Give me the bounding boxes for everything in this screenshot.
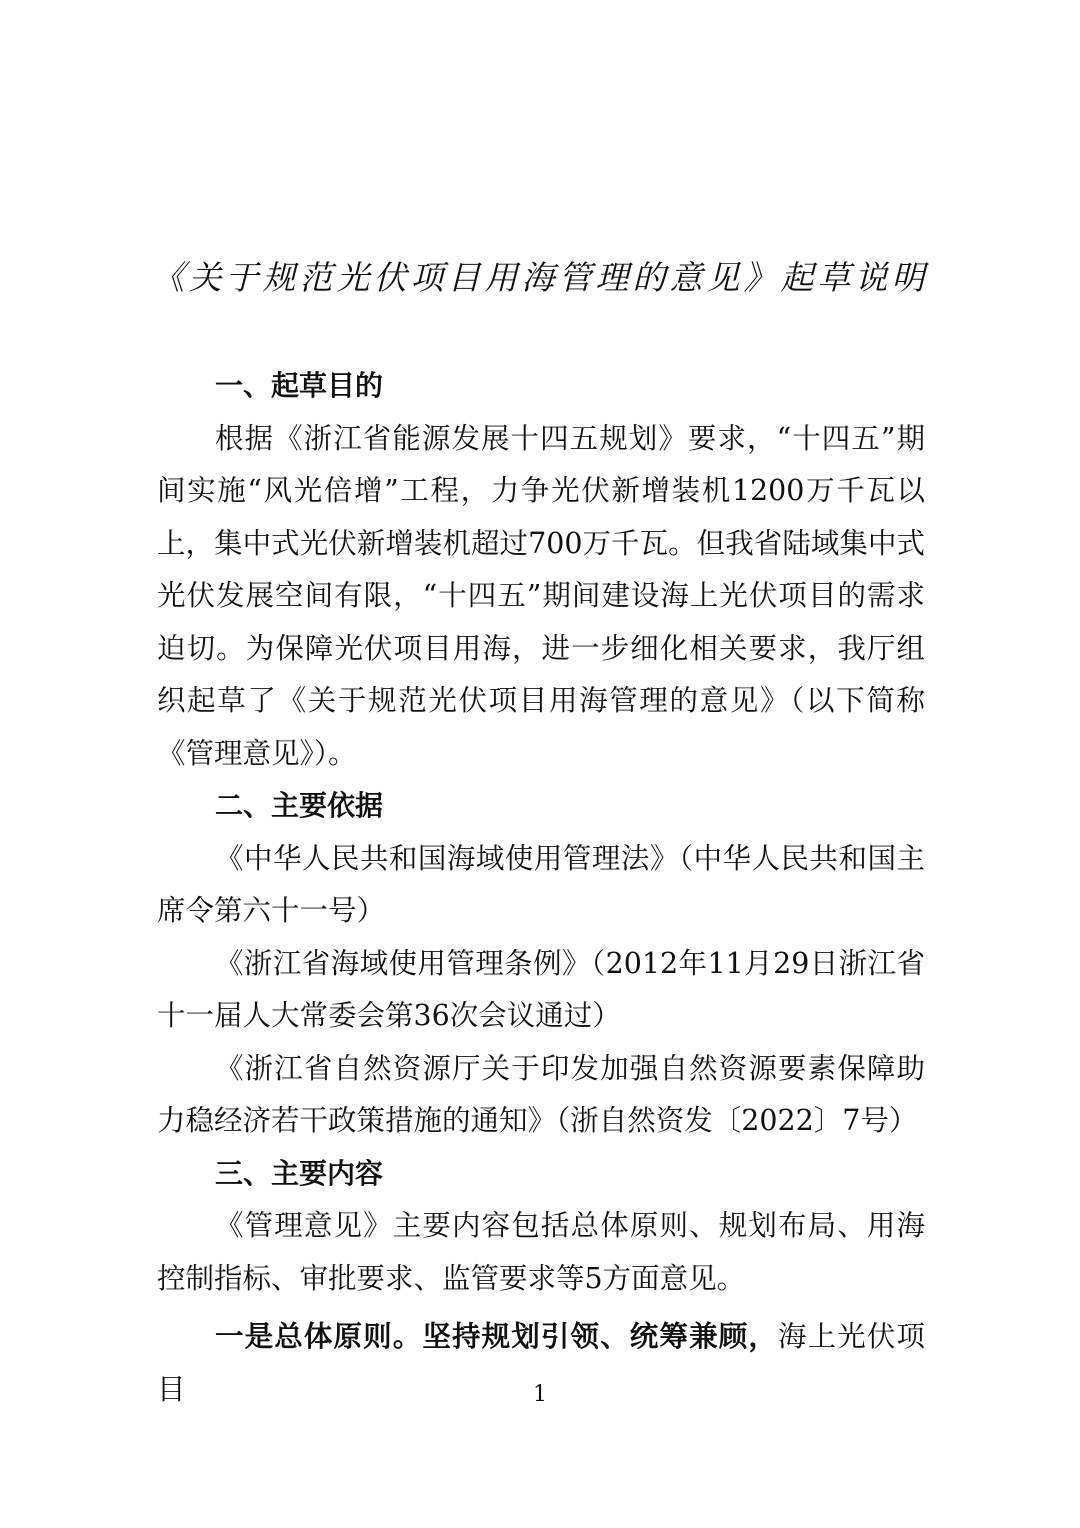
- document-body: [157, 360, 925, 1416]
- principle-text: 海上光伏项目: [157, 1320, 925, 1406]
- page-number: 1: [533, 1382, 547, 1407]
- paragraph-content-summary: 《管理意见》主要内容包括总体原则、规划布局、用海控制指标、审批要求、监管要求等5方面意见。: [157, 1209, 925, 1295]
- document-title: 《关于规范光伏项目用海管理的意见》起草说明: [151, 258, 929, 297]
- principle-lead: 一是总体原则。坚持规划引领、统筹兼顾，: [215, 1320, 778, 1353]
- section-heading-purpose: 一、起草目的: [215, 369, 384, 402]
- paragraph-purpose: 根据《浙江省能源发展十四五规划》要求，“十四五”期间实施“风光倍增”工程，力争光伏新增装机1200万千瓦以上，集中式光伏新增装机超过700万千瓦。但我省陆域集中式光伏发展空间有限，“十四五”期间建设海上光伏项目的需求迫切。为保障光伏项目用海，进一步细化相关要求，我厅组织起草了《关于规范光伏项目用海管理的意见》（以下简称《管理意见》）。: [157, 421, 925, 770]
- paragraph-basis-notice: 《浙江省自然资源厅关于印发加强自然资源要素保障助力稳经济若干政策措施的通知》（浙自然资发〔2022〕7号）: [157, 1051, 925, 1137]
- section-heading-content: 三、主要内容: [215, 1156, 384, 1190]
- paragraph-basis-regulation: 《浙江省海域使用管理条例》（2012年11月29日浙江省十一届人大常委会第36次会议通过）: [157, 946, 925, 1032]
- paragraph-basis-law: 《中华人民共和国海域使用管理法》（中华人民共和国主席令第六十一号）: [157, 841, 925, 927]
- section-heading-basis: 二、主要依据: [215, 789, 384, 822]
